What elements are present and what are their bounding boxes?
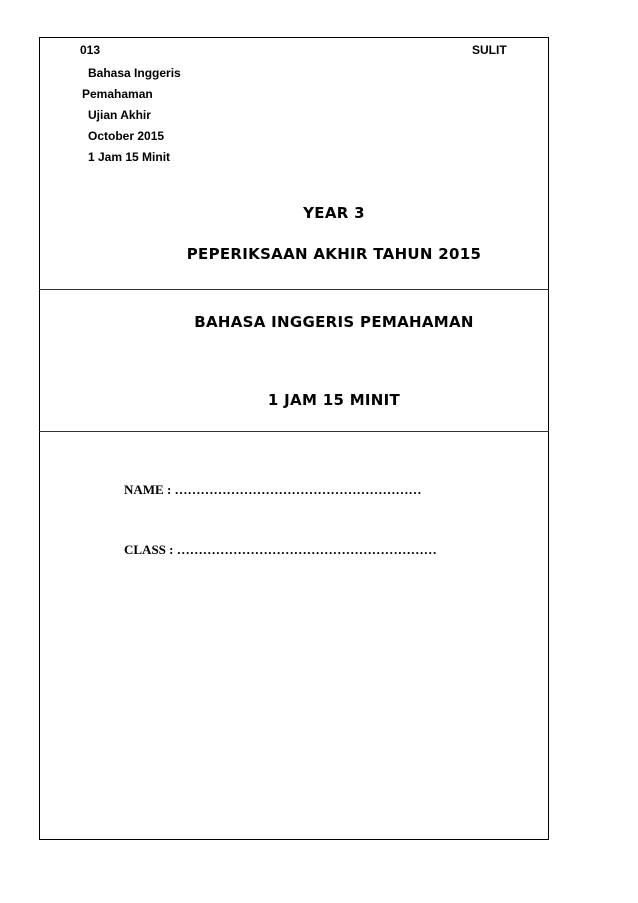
top-divider xyxy=(39,289,549,290)
paper-line: Pemahaman xyxy=(82,87,153,101)
subject-title: BAHASA INGGERIS PEMAHAMAN xyxy=(194,313,474,331)
duration-line: 1 Jam 15 Minit xyxy=(88,150,171,164)
exam-line: Ujian Akhir xyxy=(88,108,151,122)
year-title: YEAR 3 xyxy=(303,204,365,222)
subject-line: Bahasa Inggeris xyxy=(88,66,181,80)
paper-code: 013 xyxy=(80,43,101,57)
bottom-divider xyxy=(39,431,549,432)
exam-title: PEPERIKSAAN AKHIR TAHUN 2015 xyxy=(186,245,482,263)
class-field: CLASS : …………………………………………………… xyxy=(124,542,437,557)
classification-label: SULIT xyxy=(472,43,507,57)
name-field: NAME : ………………………………………………… xyxy=(124,482,422,497)
duration-title: 1 JAM 15 MINIT xyxy=(267,391,401,409)
date-line: October 2015 xyxy=(88,129,165,143)
